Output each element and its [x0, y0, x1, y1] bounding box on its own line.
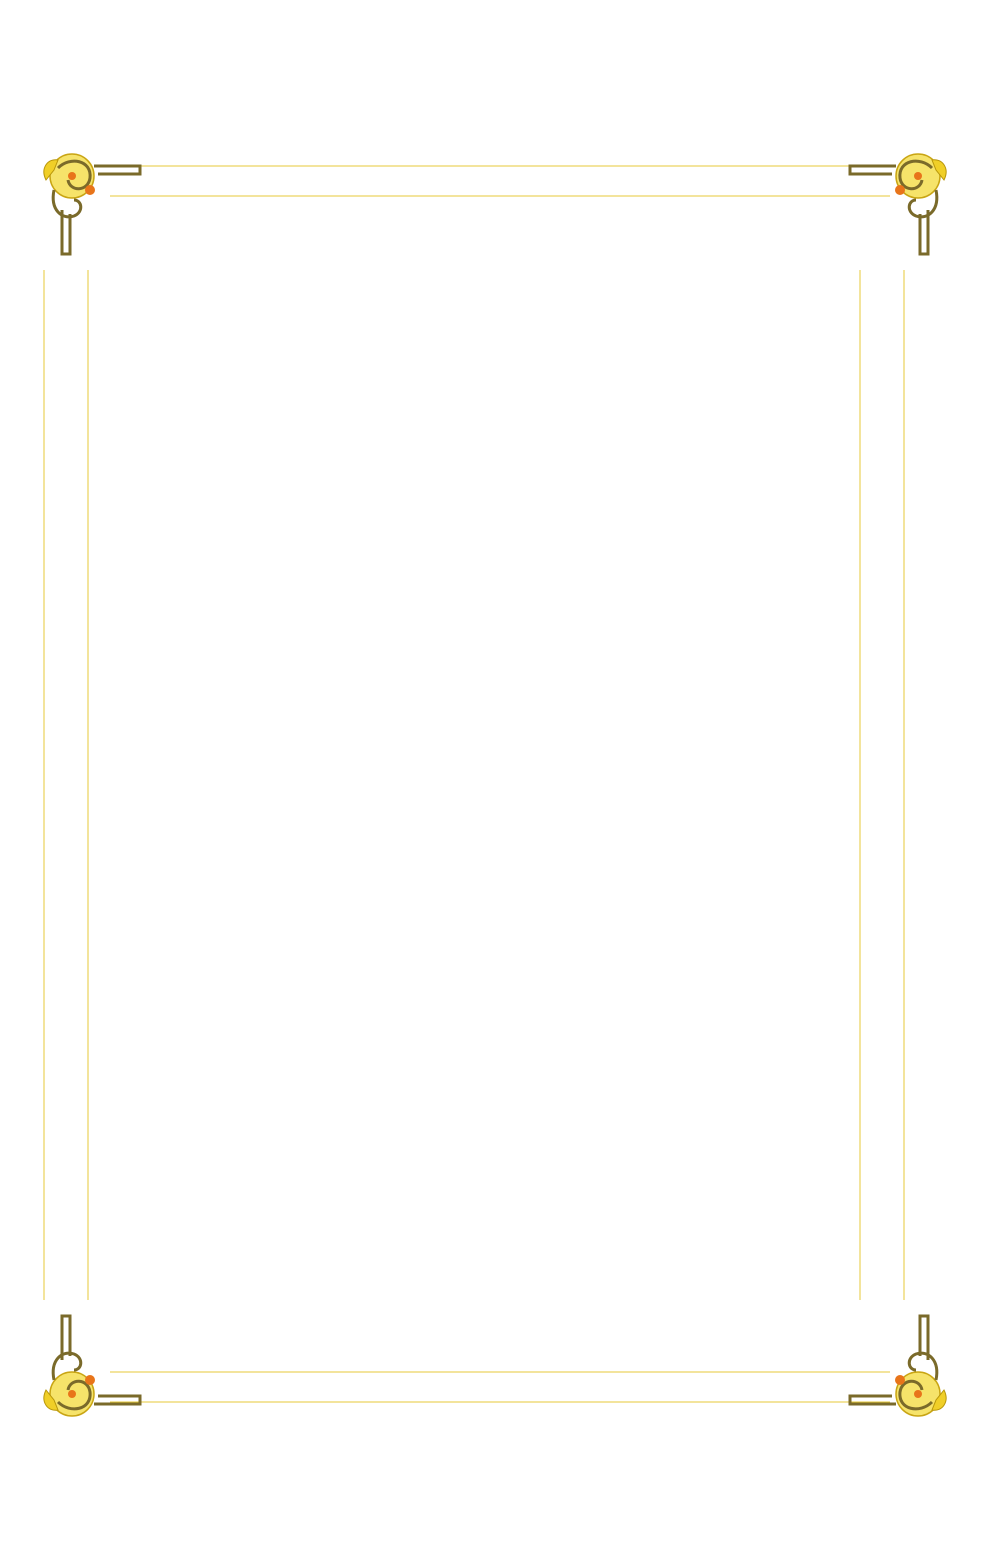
corner-ornament-bottom-left [44, 1316, 140, 1416]
corner-ornament-top-left [44, 154, 140, 254]
corner-ornament-top-right [850, 154, 946, 254]
frame-bottom-border [110, 1372, 890, 1402]
corner-ornament-bottom-right [850, 1316, 946, 1416]
frame-top-border [110, 166, 890, 196]
frame-right-border [860, 270, 904, 1300]
frame-left-border [44, 270, 88, 1300]
